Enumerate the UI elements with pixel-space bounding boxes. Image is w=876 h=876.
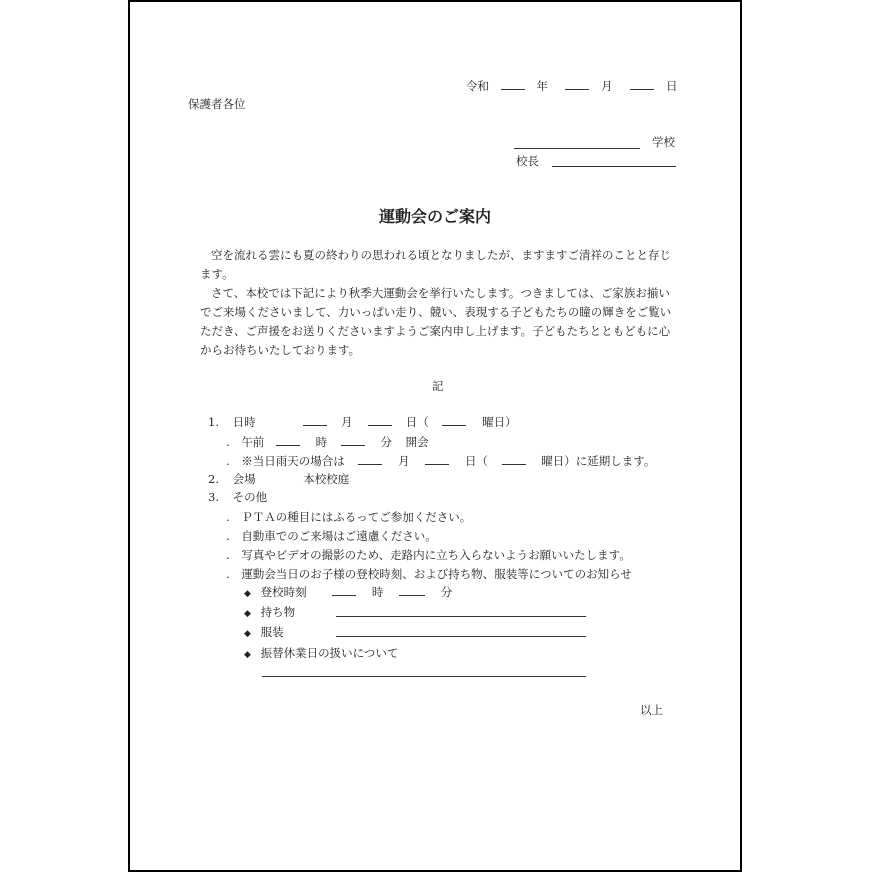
invitation-text: さて、本校では下記により秋季大運動会を挙行いたします。つきましては、ご家族お揃いでご来場くださいまして、力いっぱい走り、競い、表現する子どもたちの瞳の輝きをご覧いただき、ご声援をお送りくださいますようご案内申し上げます。子どもたちとともどもに心からお待ちいたしております。: [200, 286, 672, 357]
item1-number: 1.: [208, 415, 219, 429]
diamond-bullet-icon: ◆: [244, 650, 251, 660]
belongings-line: [336, 616, 586, 617]
sub2-dot: .: [226, 454, 230, 468]
sub1-min-blank: [341, 435, 365, 446]
bullet-clothing: [244, 624, 284, 642]
other-dot: .: [226, 548, 230, 562]
other-text: 自動車でのご来場はご遠慮ください。: [241, 529, 437, 543]
sub1-dot: .: [226, 435, 230, 449]
greeting-paragraph: [200, 246, 680, 284]
bullet-label: 持ち物: [260, 605, 296, 619]
bullet-label: 振替休業日の扱いについて: [260, 646, 399, 660]
item2-value: 本校校庭: [303, 472, 350, 486]
year-blank: [501, 79, 525, 90]
item3-number: 3.: [208, 490, 219, 504]
sub2-weekday-blank: [502, 454, 526, 465]
sub2-day: 日（: [464, 454, 488, 468]
item2-number: 2.: [208, 472, 219, 486]
day-label: 日: [665, 79, 678, 93]
item1-row: [208, 414, 517, 430]
sub2-month-blank: [358, 454, 382, 465]
arrival-hour-blank: [332, 585, 356, 596]
arrival-hour: 時: [371, 585, 384, 599]
arrival-min-blank: [399, 585, 425, 596]
diamond-bullet-icon: ◆: [244, 609, 251, 619]
month-label: 月: [601, 79, 613, 93]
page-title: 運動会のご案内: [378, 207, 491, 226]
sub1-min: 分: [380, 435, 392, 449]
document-page: [128, 0, 742, 872]
bullet-belongings: [244, 604, 295, 622]
item2-label: 会場: [232, 472, 256, 486]
item1-month-blank: [303, 415, 327, 426]
arrival-min: 分: [440, 585, 453, 599]
other-dot: .: [226, 529, 230, 543]
principal-label: 校長: [516, 154, 539, 168]
item1-label: 日時: [232, 415, 256, 429]
item1-weekday: 曜日）: [482, 415, 517, 429]
diamond-bullet-icon: ◆: [244, 589, 251, 599]
bullet-label: 登校時刻: [260, 585, 307, 599]
sub1-hour: 時: [315, 435, 328, 449]
other-note: [226, 547, 631, 563]
invitation-paragraph: [200, 284, 680, 360]
bullet-makeup-holiday: [244, 645, 398, 663]
date-line: [466, 78, 677, 94]
sub2-text: ※当日雨天の場合は: [241, 454, 345, 468]
ki-heading: 記: [432, 379, 444, 393]
bullet-label: 服装: [260, 625, 284, 639]
sub2-day-blank: [425, 454, 449, 465]
principal-name-line: [552, 166, 676, 167]
other-note: [226, 566, 632, 582]
school-name-line: [514, 148, 640, 149]
month-blank: [565, 79, 589, 90]
other-dot: .: [226, 510, 230, 524]
closing-text: 以上: [640, 703, 663, 717]
day-blank: [630, 79, 654, 90]
sub2-tail: 曜日）に延期します。: [541, 454, 656, 468]
makeup-holiday-line: [262, 676, 586, 677]
other-text: ＰＴＡの種目にはふるってご参加ください。: [241, 510, 472, 524]
item3-row: [208, 489, 267, 505]
sub1-open: 開会: [405, 435, 429, 449]
greeting-text: 空を流れる雲にも夏の終わりの思われる頃となりましたが、ますますご清祥のことと存じます。: [200, 248, 671, 281]
item1-sub1: [226, 434, 429, 450]
other-dot: .: [226, 567, 230, 581]
item3-label: その他: [232, 490, 268, 504]
other-note: [226, 528, 437, 544]
clothing-line: [336, 636, 586, 637]
item1-sub2: [226, 453, 655, 469]
item2-row: [208, 471, 349, 487]
item1-month: 月: [340, 415, 353, 429]
school-suffix: 学校: [652, 135, 675, 149]
era-label: 令和: [466, 79, 489, 93]
item1-day: 日（: [405, 415, 429, 429]
sub1-hour-blank: [276, 435, 300, 446]
year-label: 年: [536, 79, 548, 93]
other-text: 写真やビデオの撮影のため、走路内に立ち入らないようお願いいたします。: [241, 548, 631, 562]
bullet-arrival-time: [244, 584, 452, 602]
item1-day-blank: [368, 415, 392, 426]
diamond-bullet-icon: ◆: [244, 629, 251, 639]
other-note: [226, 509, 471, 525]
addressee: 保護者各位: [188, 97, 246, 111]
item1-weekday-blank: [442, 415, 466, 426]
sub1-am: 午前: [241, 435, 265, 449]
sub2-month: 月: [398, 454, 410, 468]
other-text: 運動会当日のお子様の登校時刻、および持ち物、服装等についてのお知らせ: [241, 567, 632, 581]
